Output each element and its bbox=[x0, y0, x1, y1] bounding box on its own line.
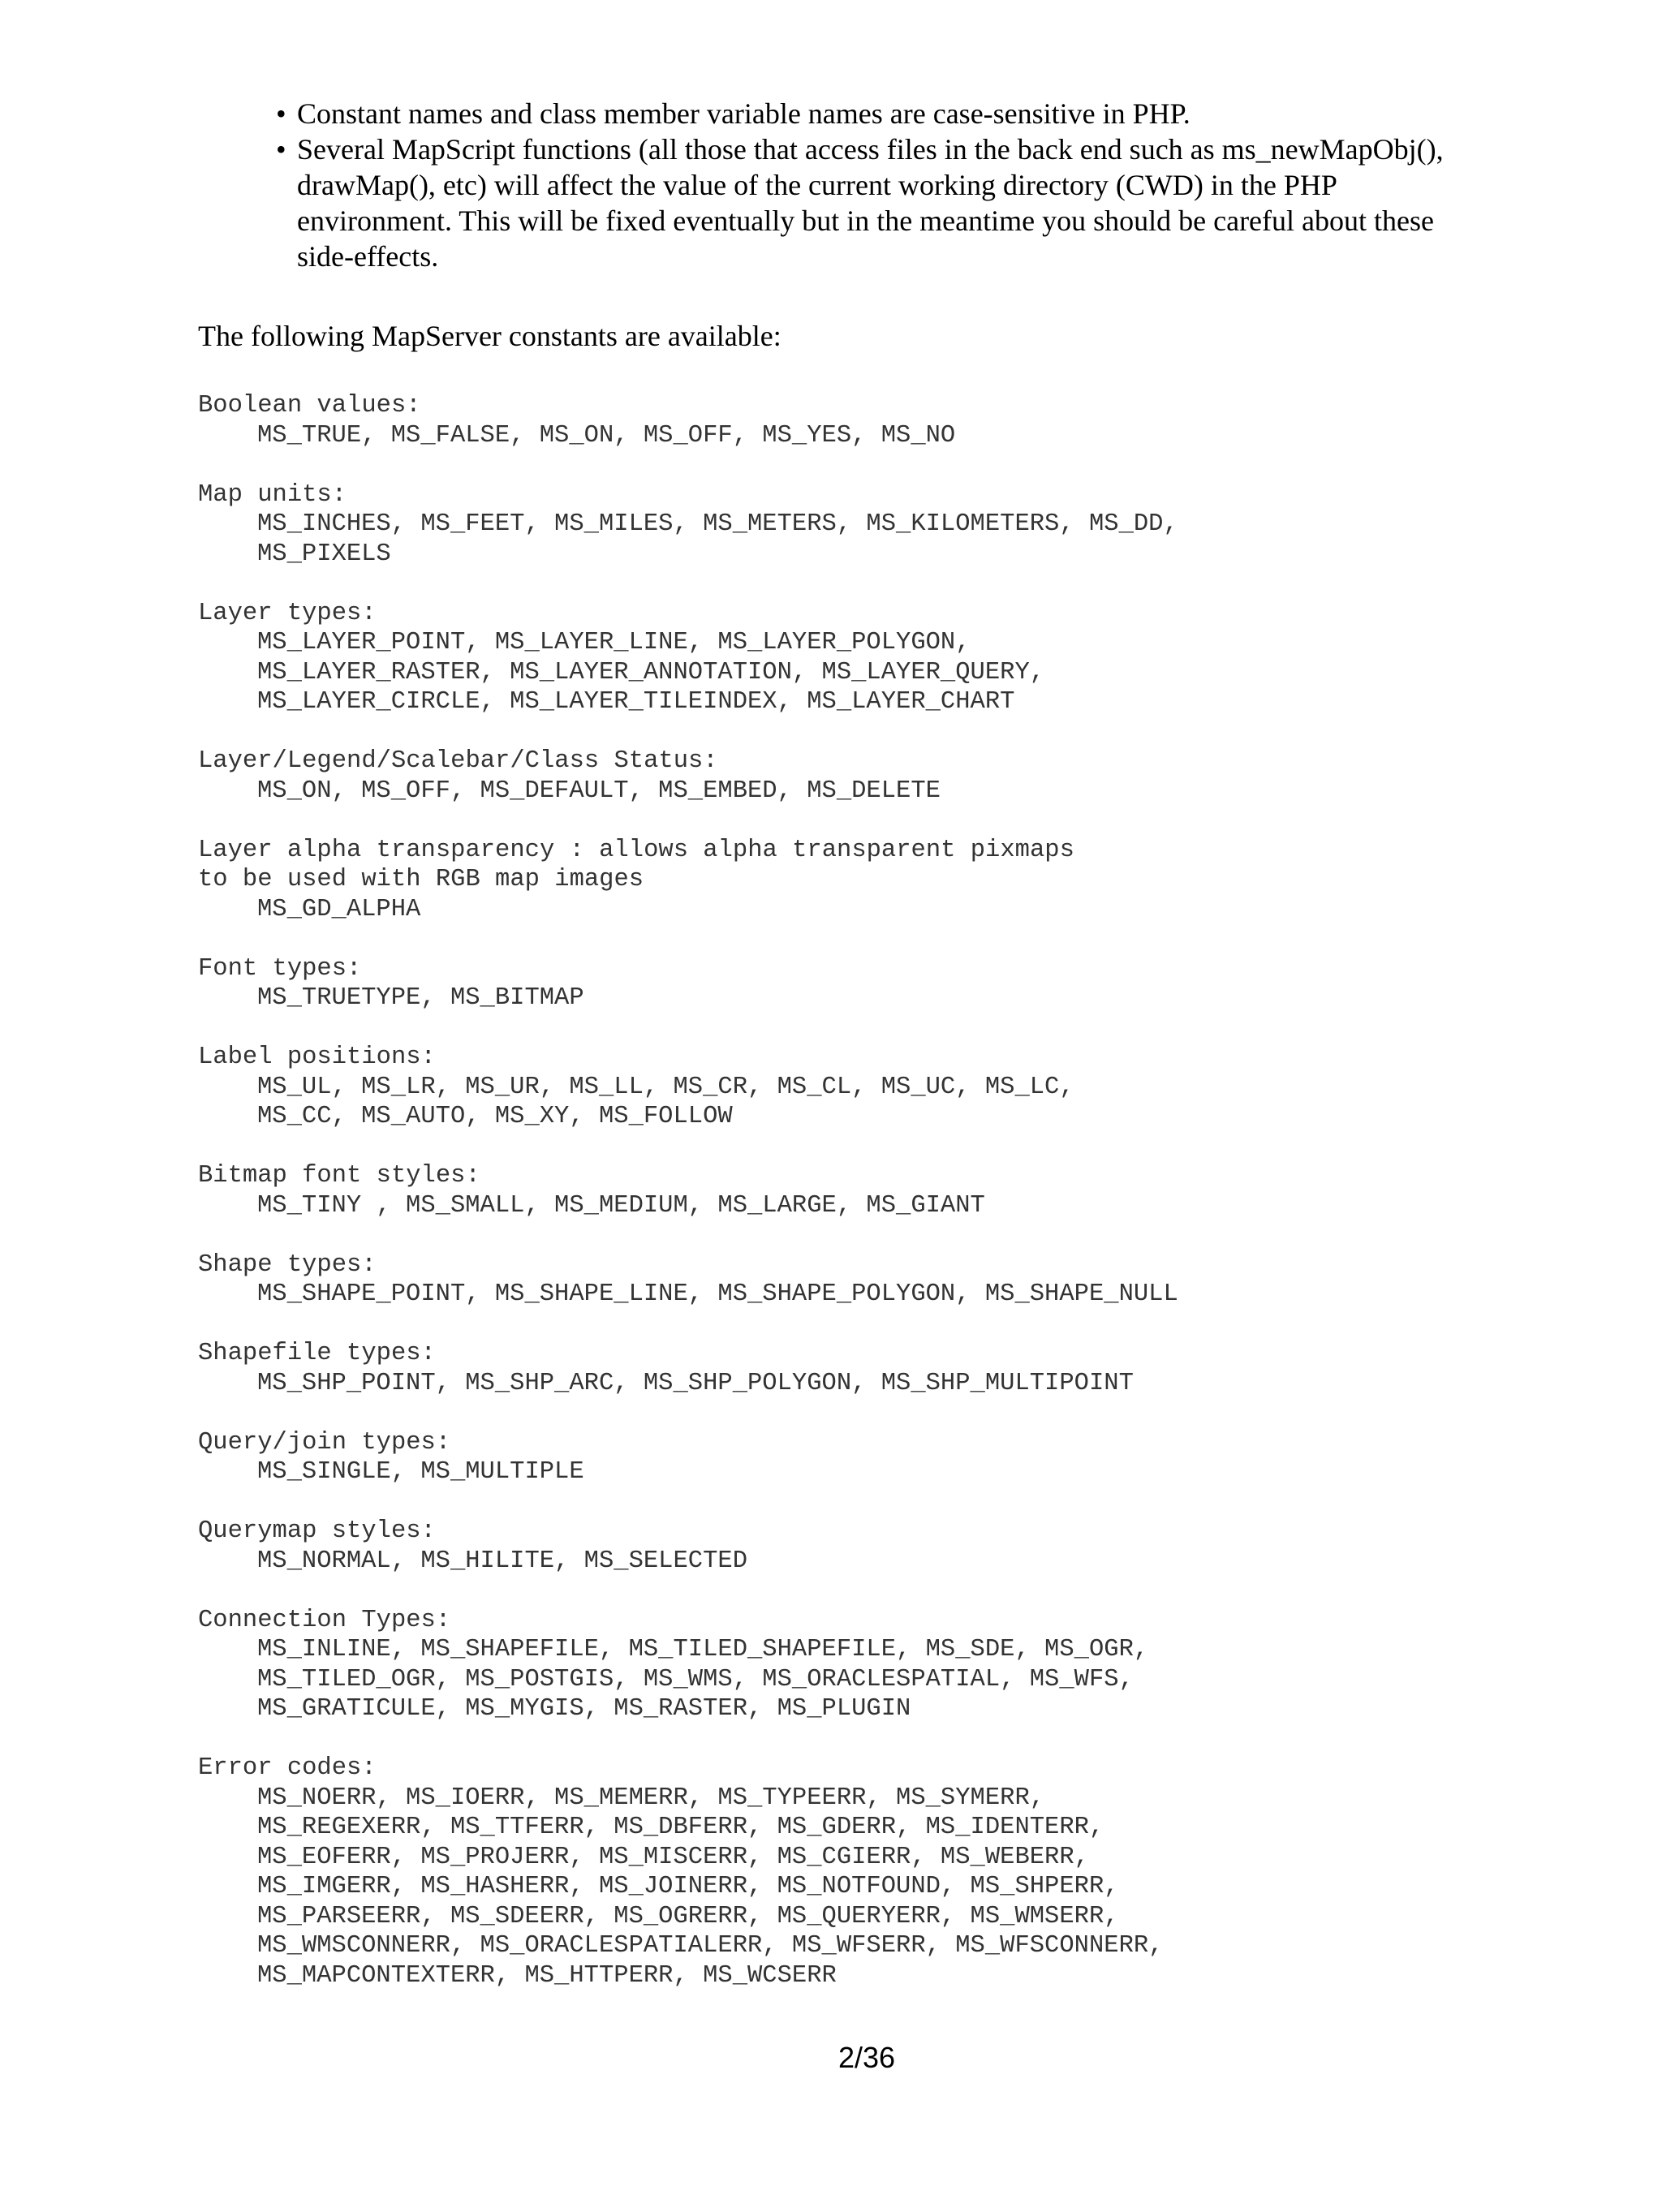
constant-group-heading: to be used with RGB map images bbox=[198, 866, 644, 893]
constant-names-line: MS_GRATICULE, MS_MYGIS, MS_RASTER, MS_PLUGIN bbox=[257, 1695, 911, 1723]
constant-group bbox=[198, 1043, 1178, 1132]
constant-names-line: MS_TRUE, MS_FALSE, MS_ON, MS_OFF, MS_YES, MS_NO bbox=[257, 421, 956, 450]
constant-group-heading: Bitmap font styles: bbox=[198, 1162, 480, 1190]
constant-group-heading: Querymap styles: bbox=[198, 1517, 436, 1545]
constant-group-heading: Layer/Legend/Scalebar/Class Status: bbox=[198, 747, 718, 775]
bullet-dot-icon: • bbox=[276, 97, 286, 130]
constant-names-line: MS_TRUETYPE, MS_BITMAP bbox=[257, 984, 584, 1012]
constant-group-heading: Label positions: bbox=[198, 1044, 436, 1071]
bullet-item bbox=[276, 131, 1509, 274]
constant-group bbox=[198, 391, 1178, 450]
constant-names-line: MS_UL, MS_LR, MS_UR, MS_LL, MS_CR, MS_CL, MS_UC, MS_LC, bbox=[257, 1073, 1074, 1101]
constant-group bbox=[198, 480, 1178, 570]
constant-names-line: MS_CC, MS_AUTO, MS_XY, MS_FOLLOW bbox=[257, 1103, 733, 1130]
constant-names-line: MS_TILED_OGR, MS_POSTGIS, MS_WMS, MS_ORACLESPATIAL, MS_WFS, bbox=[257, 1665, 1134, 1693]
constant-names-line: MS_INLINE, MS_SHAPEFILE, MS_TILED_SHAPEFILE, MS_SDE, MS_OGR, bbox=[257, 1636, 1149, 1663]
constant-group bbox=[198, 954, 1178, 1013]
constant-names-line: MS_WMSCONNERR, MS_ORACLESPATIALERR, MS_WFSERR, MS_WFSCONNERR, bbox=[257, 1932, 1164, 1960]
constant-group bbox=[198, 836, 1178, 925]
constant-names-line: MS_MAPCONTEXTERR, MS_HTTPERR, MS_WCSERR bbox=[257, 1961, 837, 1990]
constant-group bbox=[198, 1517, 1178, 1576]
constant-names-line: MS_ON, MS_OFF, MS_DEFAULT, MS_EMBED, MS_DELETE bbox=[257, 777, 941, 805]
constant-names-line: MS_SHP_POINT, MS_SHP_ARC, MS_SHP_POLYGON, MS_SHP_MULTIPOINT bbox=[257, 1369, 1134, 1397]
constants-code-block bbox=[198, 391, 1178, 2020]
constant-group-heading: Layer types: bbox=[198, 599, 377, 627]
bullet-line: Several MapScript functions (all those that access files in the back end such as ms_newMapObj(), bbox=[297, 133, 1444, 166]
constant-names-line: MS_GD_ALPHA bbox=[257, 895, 421, 923]
bullet-line: side-effects. bbox=[297, 240, 439, 273]
constant-group bbox=[198, 1428, 1178, 1487]
constant-group-heading: Error codes: bbox=[198, 1754, 377, 1782]
constant-group bbox=[198, 747, 1178, 806]
constant-group bbox=[198, 1250, 1178, 1310]
bullet-line: environment. This will be fixed eventually but in the meantime you should be careful about these bbox=[297, 204, 1434, 237]
constant-group bbox=[198, 599, 1178, 717]
constants-intro: The following MapServer constants are available: bbox=[198, 320, 781, 352]
constant-group-heading: Boolean values: bbox=[198, 392, 421, 420]
constant-names-line: MS_LAYER_POINT, MS_LAYER_LINE, MS_LAYER_POLYGON, bbox=[257, 629, 971, 656]
bullet-dot-icon: • bbox=[276, 133, 286, 166]
bullet-line: drawMap(), etc) will affect the value of the current working directory (CWD) in the PHP bbox=[297, 169, 1337, 201]
constant-group bbox=[198, 1161, 1178, 1220]
constant-names-line: MS_NORMAL, MS_HILITE, MS_SELECTED bbox=[257, 1547, 747, 1575]
constant-group bbox=[198, 1606, 1178, 1724]
notes-bullet-list bbox=[276, 96, 1509, 274]
page-number: 2/36 bbox=[837, 2041, 896, 2074]
constant-names-line: MS_PIXELS bbox=[257, 540, 391, 568]
constant-names-line: MS_EOFERR, MS_PROJERR, MS_MISCERR, MS_CGIERR, MS_WEBERR, bbox=[257, 1843, 1089, 1871]
constant-names-line: MS_REGEXERR, MS_TTFERR, MS_DBFERR, MS_GDERR, MS_IDENTERR, bbox=[257, 1814, 1104, 1841]
constant-names-line: MS_LAYER_CIRCLE, MS_LAYER_TILEINDEX, MS_LAYER_CHART bbox=[257, 688, 1015, 716]
constant-names-line: MS_NOERR, MS_IOERR, MS_MEMERR, MS_TYPEERR, MS_SYMERR, bbox=[257, 1784, 1045, 1812]
constant-group-heading: Map units: bbox=[198, 480, 347, 509]
bullet-item bbox=[276, 96, 1509, 131]
constant-group-heading: Connection Types: bbox=[198, 1606, 451, 1634]
constant-names-line: MS_LAYER_RASTER, MS_LAYER_ANNOTATION, MS_LAYER_QUERY, bbox=[257, 658, 1045, 686]
bullet-line: Constant names and class member variable names are case-sensitive in PHP. bbox=[297, 97, 1191, 130]
constant-names-line: MS_TINY , MS_SMALL, MS_MEDIUM, MS_LARGE, MS_GIANT bbox=[257, 1191, 985, 1220]
constant-names-line: MS_INCHES, MS_FEET, MS_MILES, MS_METERS, MS_KILOMETERS, MS_DD, bbox=[257, 510, 1178, 538]
constant-names-line: MS_IMGERR, MS_HASHERR, MS_JOINERR, MS_NOTFOUND, MS_SHPERR, bbox=[257, 1873, 1119, 1900]
constant-names-line: MS_SINGLE, MS_MULTIPLE bbox=[257, 1458, 584, 1486]
constant-group-heading: Layer alpha transparency : allows alpha transparent pixmaps bbox=[198, 836, 1074, 864]
constant-group bbox=[198, 1339, 1178, 1398]
constant-names-line: MS_SHAPE_POINT, MS_SHAPE_LINE, MS_SHAPE_POLYGON, MS_SHAPE_NULL bbox=[257, 1280, 1178, 1308]
constant-group bbox=[198, 1754, 1178, 1990]
constant-group-heading: Shape types: bbox=[198, 1250, 377, 1279]
constant-group-heading: Font types: bbox=[198, 954, 362, 983]
constant-names-line: MS_PARSEERR, MS_SDEERR, MS_OGRERR, MS_QUERYERR, MS_WMSERR, bbox=[257, 1902, 1119, 1930]
constant-group-heading: Query/join types: bbox=[198, 1428, 451, 1457]
constant-group-heading: Shapefile types: bbox=[198, 1340, 436, 1367]
